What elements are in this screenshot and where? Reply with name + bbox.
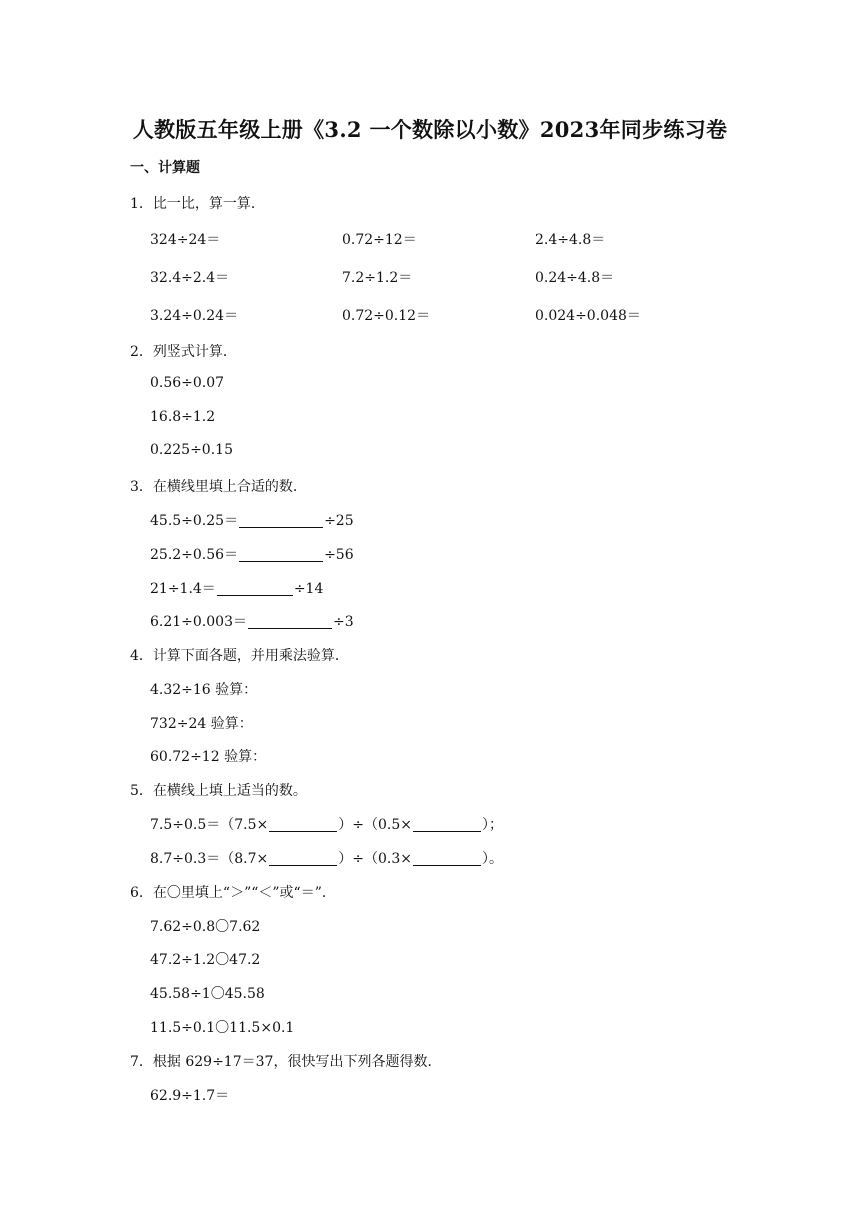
q5-item (150, 814, 503, 834)
fill-blank[interactable] (413, 851, 481, 866)
q1-expression: 0.72÷12＝ (342, 232, 417, 248)
fill-blank[interactable] (413, 817, 481, 832)
question-7-stem: 7．根据 629÷17＝37，很快写出下列各题得数． (130, 1054, 442, 1070)
q7-item: 62.9÷1.7＝ (150, 1088, 230, 1104)
q5-item-part: 7.5÷0.5＝（7.5× (150, 817, 269, 833)
section-heading: 一、计算题 (130, 160, 200, 176)
q3-item-left: 21÷1.4＝ (150, 581, 216, 597)
q1-expression: 0.024÷0.048＝ (535, 308, 641, 324)
q2-expression: 0.56÷0.07 (150, 375, 225, 391)
q3-item-left: 45.5÷0.25＝ (150, 513, 239, 529)
fill-blank[interactable] (269, 817, 337, 832)
question-2-stem: 2．列竖式计算． (130, 344, 237, 360)
q3-item (150, 544, 354, 564)
q4-item: 4.32÷16 验算： (150, 682, 258, 698)
q5-item-part: ）。 (482, 851, 503, 867)
q5-item-part: ）÷（0.3× (338, 851, 412, 867)
q3-item-right: ÷25 (324, 513, 354, 529)
q3-item-right: ÷56 (324, 547, 354, 563)
q1-expression: 7.2÷1.2＝ (342, 270, 413, 286)
fill-blank[interactable] (217, 581, 293, 596)
q3-item-left: 25.2÷0.56＝ (150, 547, 239, 563)
q6-item: 7.62÷0.8〇7.62 (150, 919, 261, 935)
q5-item (150, 848, 503, 868)
q5-item-part: ）； (482, 817, 503, 833)
q1-expression: 0.24÷4.8＝ (535, 270, 615, 286)
q1-expression: 32.4÷2.4＝ (150, 270, 230, 286)
q4-item: 732÷24 验算： (150, 716, 253, 732)
fill-blank[interactable] (239, 513, 323, 528)
q5-item-part: 8.7÷0.3＝（8.7× (150, 851, 269, 867)
q3-item-left: 6.21÷0.003＝ (150, 614, 247, 630)
q5-item-part: ）÷（0.5× (338, 817, 412, 833)
fill-blank[interactable] (239, 547, 323, 562)
q4-item: 60.72÷12 验算： (150, 749, 267, 765)
q1-expression: 0.72÷0.12＝ (342, 308, 431, 324)
page-title: 人教版五年级上册《3.2 一个数除以小数》2023年同步练习卷 (132, 117, 728, 142)
question-4-stem: 4．计算下面各题，并用乘法验算． (130, 648, 349, 664)
fill-blank[interactable] (269, 851, 337, 866)
q3-item (150, 611, 354, 631)
question-1-stem: 1．比一比，算一算． (130, 196, 265, 212)
q1-expression: 324÷24＝ (150, 232, 221, 248)
q2-expression: 0.225÷0.15 (150, 442, 233, 458)
q6-item: 45.58÷1〇45.58 (150, 986, 265, 1002)
question-3-stem: 3．在横线里填上合适的数． (130, 479, 307, 495)
q2-expression: 16.8÷1.2 (150, 409, 216, 425)
q6-item: 47.2÷1.2〇47.2 (150, 952, 261, 968)
q3-item (150, 510, 354, 530)
q3-item-right: ÷14 (293, 581, 324, 597)
q6-item: 11.5÷0.1〇11.5×0.1 (150, 1020, 295, 1036)
q3-item (150, 578, 323, 598)
question-5-stem: 5．在横线上填上适当的数。 (130, 783, 307, 799)
q1-expression: 3.24÷0.24＝ (150, 308, 239, 324)
fill-blank[interactable] (248, 614, 332, 629)
q1-expression: 2.4÷4.8＝ (535, 232, 606, 248)
question-6-stem: 6．在〇里填上“＞”“＜”或“＝”． (130, 885, 336, 901)
q3-item-right: ÷3 (332, 614, 354, 630)
